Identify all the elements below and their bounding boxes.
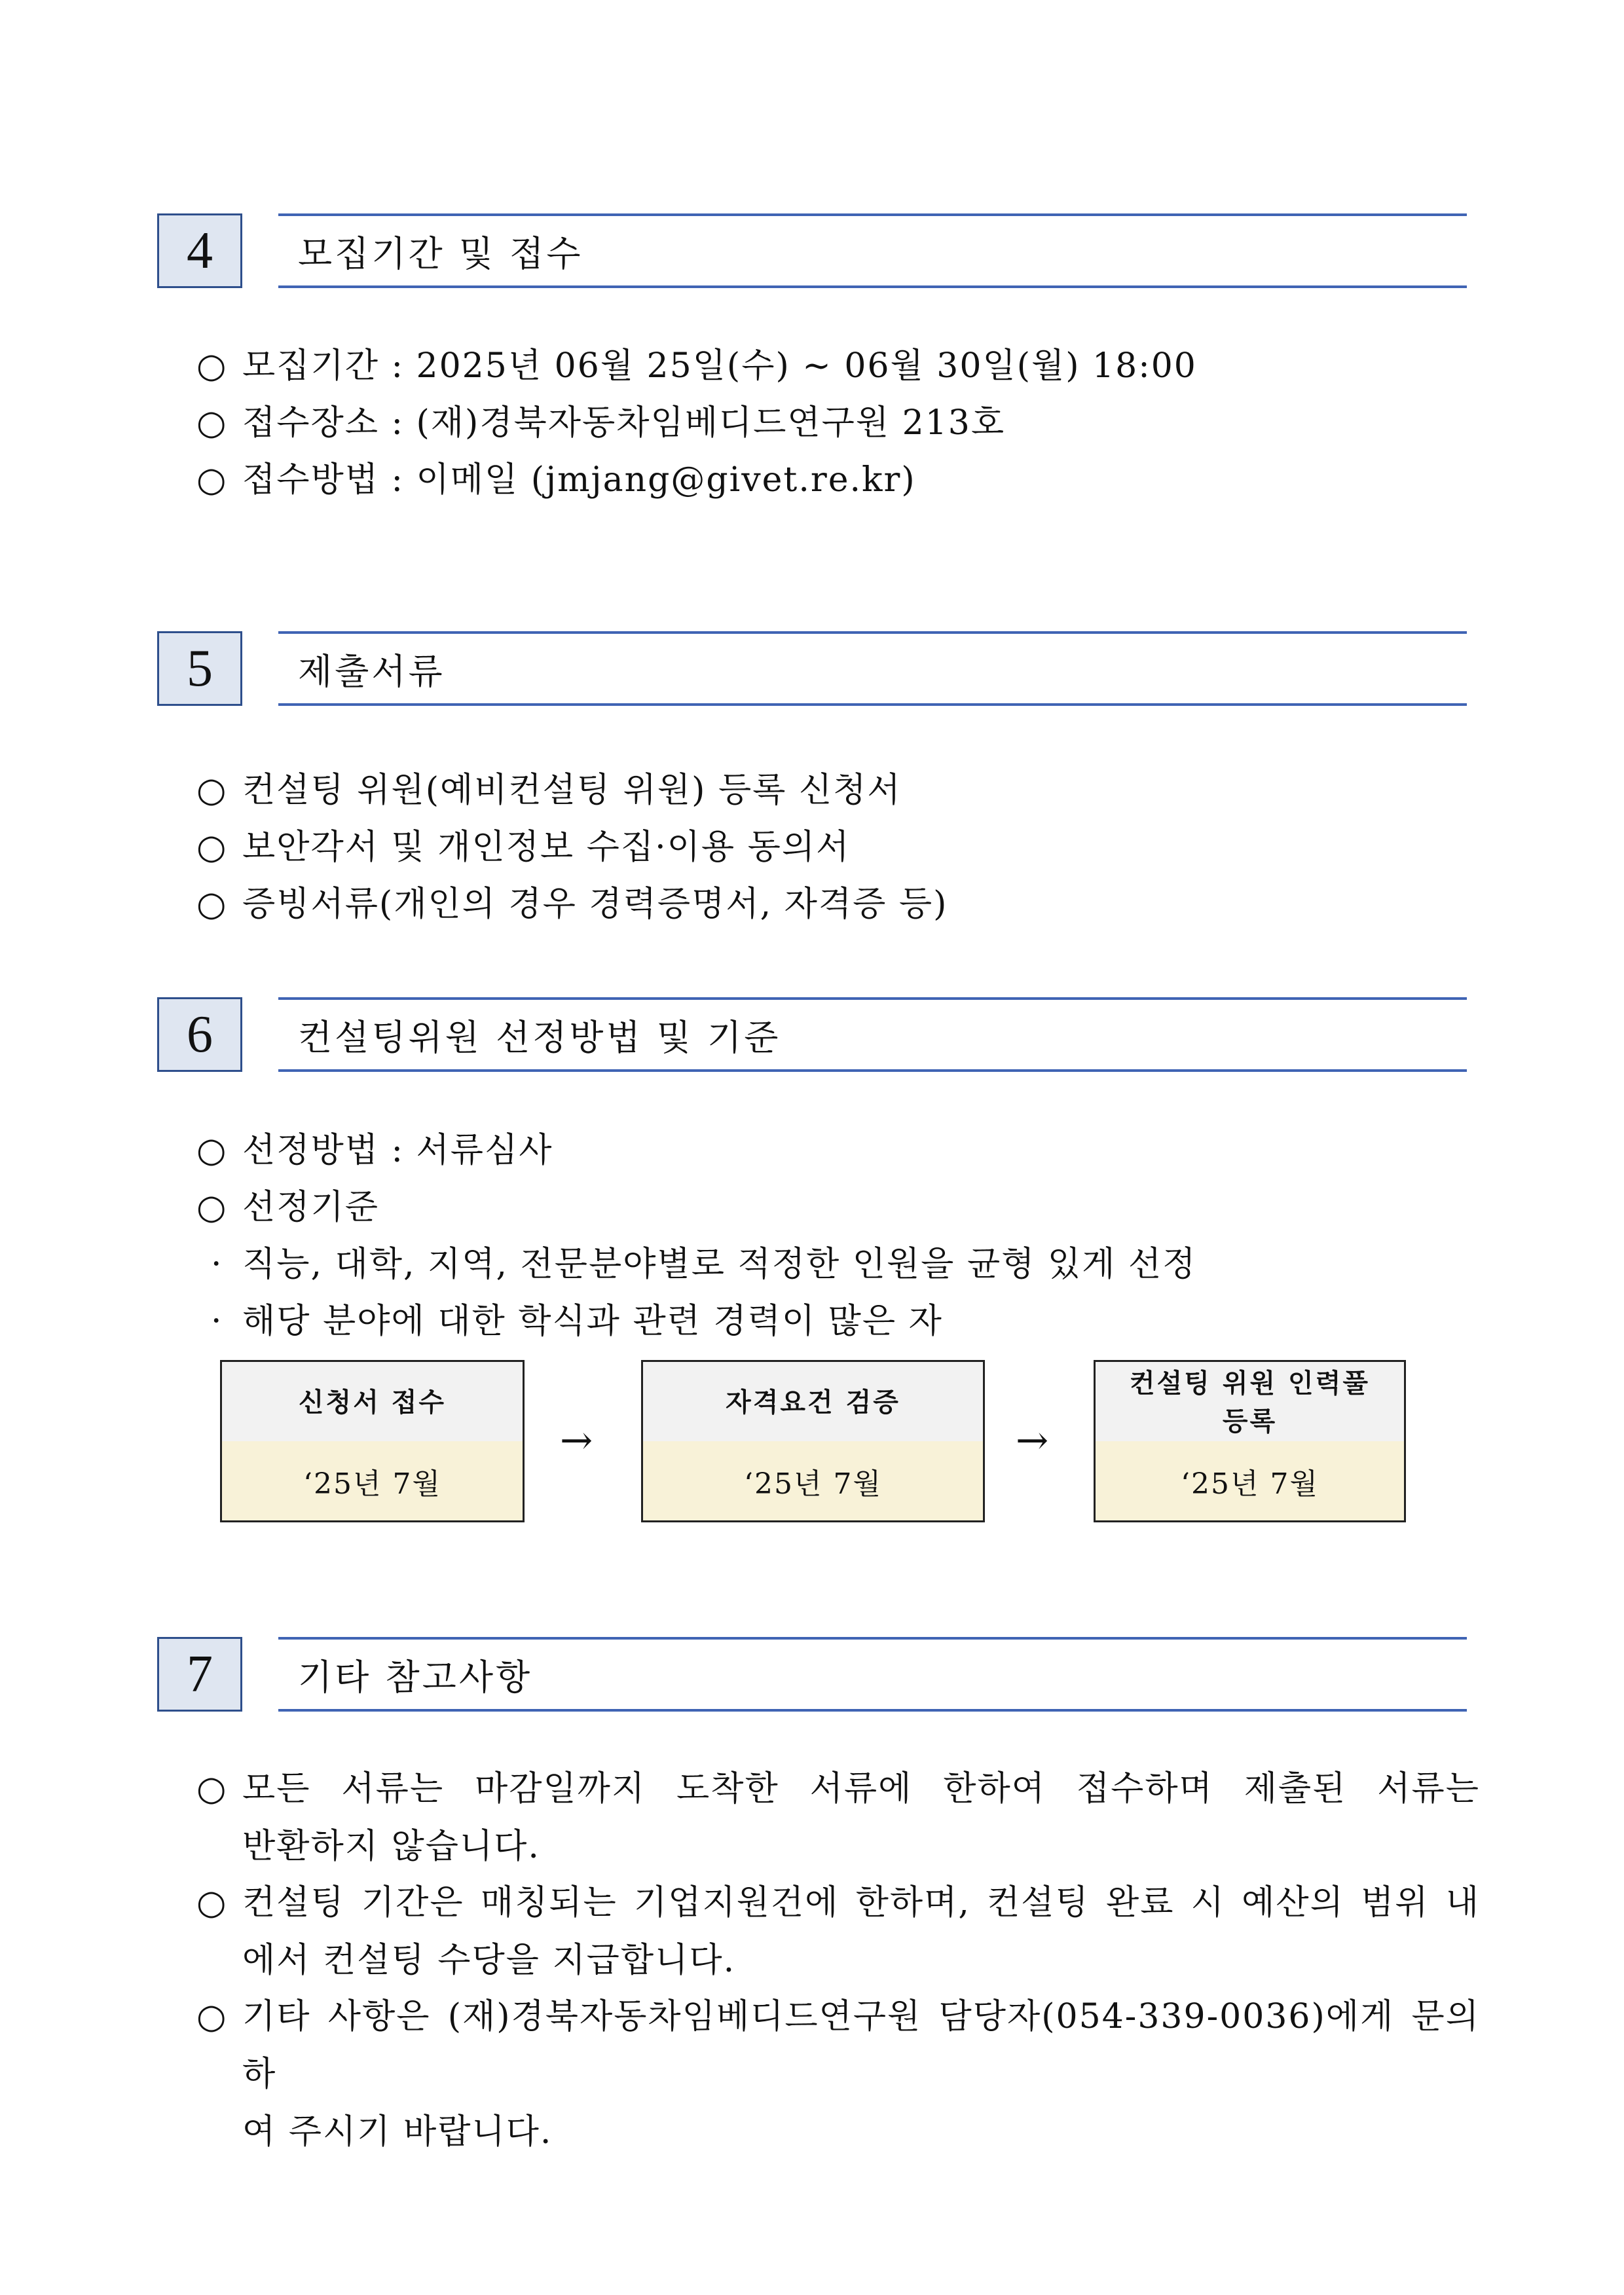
list-item: [196, 876, 948, 925]
notice-line-1: 컨설팅 기간은 매칭되는 기업지원건에 한하며, 컨설팅 완료 시 예산의 범위 내: [242, 1883, 1480, 1922]
notice-item: [196, 1874, 1480, 1989]
section-title: 컨설팅위원 선정방법 및 기준: [278, 997, 1467, 1072]
bullet-icon: ○: [196, 403, 228, 443]
section-number: 5: [157, 631, 242, 706]
section-title: 기타 참고사항: [278, 1637, 1467, 1712]
bullet-icon: ○: [196, 1883, 228, 1922]
item-text: 선정방법 : 서류심사: [242, 1131, 553, 1170]
flow-step-date: ‘25년 7월: [222, 1441, 523, 1520]
notice-line-2: 여 주시기 바랍니다.: [242, 2112, 553, 2152]
section-5-header: [157, 631, 1467, 710]
item-text: 보안각서 및 개인정보 수집·이용 동의서: [242, 828, 851, 867]
bullet-icon: ○: [196, 1188, 228, 1227]
flow-step-title-line1: 컨설팅 위원 인력풀: [1130, 1368, 1370, 1399]
bullet-icon: ○: [196, 1131, 228, 1170]
list-item: [196, 452, 916, 501]
flow-step-date: ‘25년 7월: [1096, 1441, 1404, 1520]
item-text: 해당 분야에 대한 학식과 관련 경력이 많은 자: [242, 1302, 943, 1341]
item-text: 접수방법 : 이메일 (jmjang@givet.re.kr): [242, 460, 916, 500]
notice-item: [196, 1760, 1480, 1875]
notice-line-1: 모든 서류는 마감일까지 도착한 서류에 한하여 접수하며 제출된 서류는: [242, 1769, 1480, 1808]
dot-icon: ·: [211, 1245, 223, 1284]
section-number: 4: [157, 213, 242, 288]
bullet-icon: ○: [196, 1997, 228, 2036]
notice-line-1: 기타 사항은 (재)경북자동차임베디드연구원 담당자(054-339-0036)에게 문의하: [242, 1997, 1480, 2094]
bullet-icon: ○: [196, 828, 228, 867]
list-item: [196, 819, 850, 868]
flow-step-title: 신청서 접수: [222, 1362, 523, 1445]
bullet-icon: ○: [196, 885, 228, 924]
bullet-icon: ○: [196, 460, 228, 500]
flow-step-apply: [220, 1360, 525, 1522]
flow-step-date: ‘25년 7월: [643, 1441, 983, 1520]
bullet-icon: ○: [196, 346, 228, 386]
section-number: 7: [157, 1637, 242, 1712]
list-item: [196, 1122, 553, 1171]
flow-step-title: [1096, 1362, 1404, 1445]
notice-line-2: 반환하지 않습니다.: [242, 1827, 540, 1866]
criteria-item: [211, 1293, 943, 1342]
item-text: 접수장소 : (재)경북자동차임베디드연구원 213호: [242, 403, 1006, 443]
flow-step-verify: [641, 1360, 985, 1522]
list-item: [196, 395, 1005, 444]
section-number: 6: [157, 997, 242, 1072]
item-text: 증빙서류(개인의 경우 경력증명서, 자격증 등): [242, 885, 948, 924]
flow-step-title-line2: 등록: [1222, 1406, 1278, 1437]
section-7-header: [157, 1637, 1467, 1716]
dot-icon: ·: [211, 1302, 223, 1341]
item-text: 컨설팅 위원(예비컨설팅 위원) 등록 신청서: [242, 771, 902, 810]
criteria-item: [211, 1236, 1196, 1285]
item-text: 선정기준: [242, 1188, 379, 1227]
notice-line-2: 에서 컨설팅 수당을 지급합니다.: [242, 1941, 736, 1980]
notice-item: [196, 1988, 1480, 2161]
list-item: [196, 1179, 379, 1228]
flow-step-pool: [1094, 1360, 1406, 1522]
arrow-right-icon: →: [1016, 1418, 1049, 1463]
section-title: 모집기간 및 접수: [278, 213, 1467, 288]
section-4-header: [157, 213, 1467, 292]
section-6-header: [157, 997, 1467, 1076]
arrow-right-icon: →: [560, 1418, 593, 1463]
item-text: 직능, 대학, 지역, 전문분야별로 적정한 인원을 균형 있게 선정: [242, 1245, 1197, 1284]
list-item: [196, 762, 902, 811]
section-title: 제출서류: [278, 631, 1467, 706]
bullet-icon: ○: [196, 771, 228, 810]
item-text: 모집기간 : 2025년 06월 25일(수) ~ 06월 30일(월) 18:00: [242, 346, 1197, 386]
list-item: [196, 338, 1197, 387]
bullet-icon: ○: [196, 1769, 228, 1808]
flow-step-title: 자격요건 검증: [643, 1362, 983, 1445]
